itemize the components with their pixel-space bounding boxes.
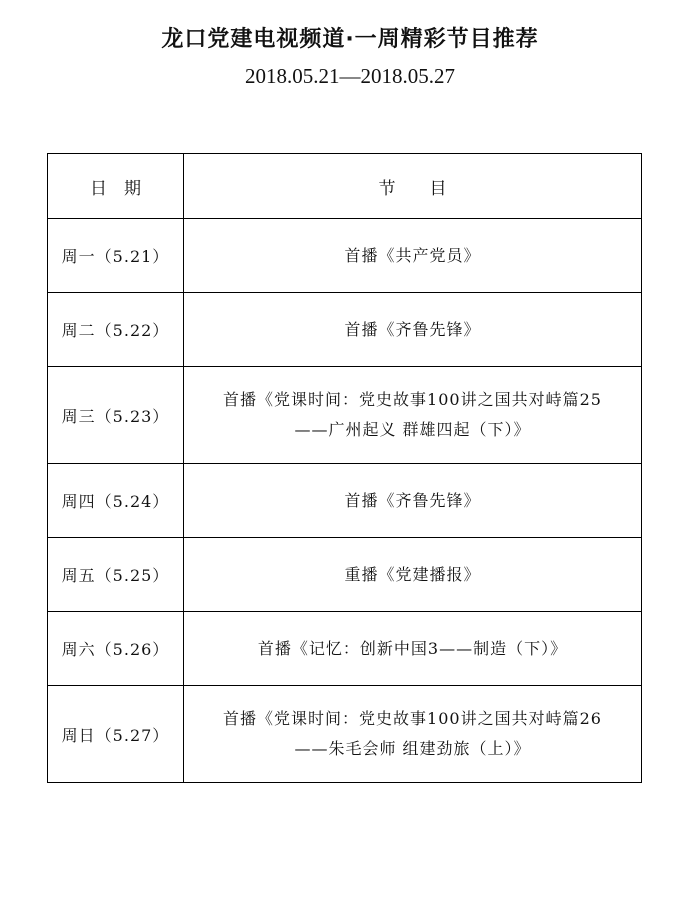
table-row: [48, 293, 642, 367]
date-header-label: 日 期: [90, 178, 141, 199]
table-row: [48, 367, 642, 464]
date-range: 2018.05.21—2018.05.27: [245, 64, 455, 88]
row-date-cell: 周六（5.26）: [48, 612, 184, 686]
row-program-cell: [184, 686, 642, 783]
row-date-cell: 周二（5.22）: [48, 293, 184, 367]
program-line: ——广州起义 群雄四起（下）》: [294, 420, 531, 439]
program-line: 首播《齐鲁先锋》: [344, 319, 481, 339]
table-row: [48, 538, 642, 612]
program-line: 首播《党课时间：党史故事100讲之国共对峙篇26: [223, 709, 602, 728]
table-row: [48, 464, 642, 538]
program-line: 重播《党建播报》: [344, 564, 481, 584]
table-row: [48, 612, 642, 686]
row-program-cell: [184, 293, 642, 367]
program-line: 首播《齐鲁先锋》: [344, 490, 481, 510]
program-header-label: 节 目: [378, 178, 447, 199]
row-date-cell: 周五（5.25）: [48, 538, 184, 612]
table-row: [48, 219, 642, 293]
page-title: 龙口党建电视频道·一周精彩节目推荐: [161, 27, 539, 52]
table-header-row: [48, 154, 642, 219]
row-date-cell: 周一（5.21）: [48, 219, 184, 293]
program-column-header: [184, 154, 642, 219]
program-line: 首播《党课时间：党史故事100讲之国共对峙篇25: [223, 390, 602, 409]
row-program-cell: [184, 367, 642, 464]
table-row: [48, 686, 642, 783]
row-program-cell: [184, 538, 642, 612]
program-schedule-table: [47, 153, 642, 783]
row-date-cell: 周三（5.23）: [48, 367, 184, 464]
program-line: 首播《记忆：创新中国3——制造（下）》: [257, 638, 568, 658]
row-date-cell: 周日（5.27）: [48, 686, 184, 783]
row-program-cell: [184, 464, 642, 538]
row-program-cell: [184, 612, 642, 686]
date-column-header: [48, 154, 184, 219]
row-program-cell: [184, 219, 642, 293]
program-line: 首播《共产党员》: [344, 245, 481, 265]
row-date-cell: 周四（5.24）: [48, 464, 184, 538]
program-line: ——朱毛会师 组建劲旅（上）》: [294, 739, 531, 758]
